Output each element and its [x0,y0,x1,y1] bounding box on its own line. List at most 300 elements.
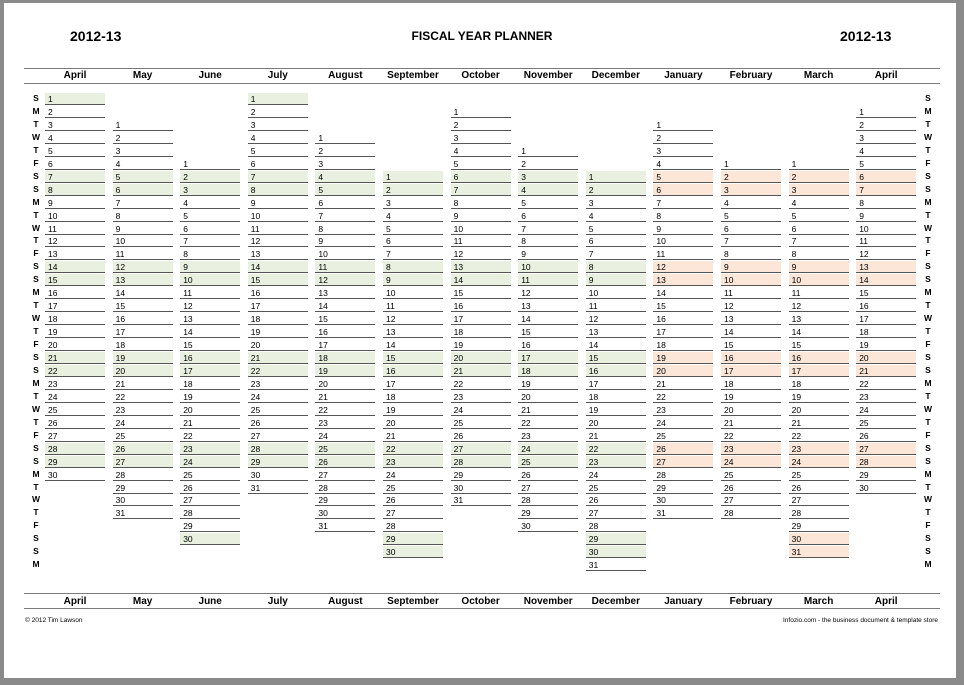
day-cell: 27 [113,456,173,468]
day-cell: 7 [586,248,646,260]
top-rule-1 [24,68,940,69]
day-cell: 2 [451,119,511,131]
day-cell: 24 [518,443,578,455]
weekday-label-right: S [925,274,931,285]
day-cell: 20 [113,365,173,377]
day-cell: 30 [315,507,375,519]
day-cell: 9 [180,261,240,273]
day-cell: 16 [180,352,240,364]
weekday-label-right: F [925,429,931,440]
day-cell: 21 [113,378,173,390]
day-cell: 12 [518,287,578,299]
day-cell: 21 [315,391,375,403]
day-cell: 21 [45,352,105,364]
day-cell: 29 [180,520,240,532]
day-cell: 27 [248,430,308,442]
month-header-top: September [387,70,439,81]
day-cell: 25 [180,469,240,481]
weekday-label-right: M [924,105,932,116]
weekday-label-right: M [924,287,932,298]
weekday-label-right: S [925,364,931,375]
day-cell: 16 [45,287,105,299]
day-cell: 6 [451,171,511,183]
day-cell: 28 [45,443,105,455]
day-cell: 13 [586,326,646,338]
day-cell: 28 [180,507,240,519]
weekday-label-right: T [925,209,931,220]
day-cell: 3 [180,184,240,196]
day-cell: 8 [789,248,849,260]
day-cell: 12 [315,274,375,286]
day-cell: 31 [586,559,646,571]
weekday-label-left: T [33,507,39,518]
day-cell: 16 [451,300,511,312]
day-cell: 13 [856,261,916,273]
day-cell: 20 [315,378,375,390]
day-cell: 11 [383,300,443,312]
day-cell: 17 [856,313,916,325]
day-cell: 19 [180,391,240,403]
day-cell: 24 [586,469,646,481]
day-cell: 19 [789,391,849,403]
month-header-bottom: June [198,596,222,607]
weekday-label-left: M [32,105,40,116]
day-cell: 28 [383,520,443,532]
day-cell: 23 [586,456,646,468]
day-cell: 4 [586,210,646,222]
day-cell: 16 [248,287,308,299]
day-cell: 1 [383,171,443,183]
weekday-label-right: T [925,144,931,155]
day-cell: 8 [113,210,173,222]
day-cell: 12 [451,248,511,260]
day-cell: 22 [586,443,646,455]
weekday-label-left: S [33,261,39,272]
day-cell: 25 [721,469,781,481]
day-cell: 11 [248,223,308,235]
day-cell: 6 [721,223,781,235]
day-cell: 8 [518,235,578,247]
day-cell: 3 [856,132,916,144]
day-cell: 3 [653,145,713,157]
day-cell: 20 [789,404,849,416]
day-cell: 27 [586,507,646,519]
day-cell: 30 [383,546,443,558]
day-cell: 9 [789,261,849,273]
day-cell: 18 [653,339,713,351]
day-cell: 31 [113,507,173,519]
day-cell: 26 [586,494,646,506]
weekday-label-left: F [33,429,39,440]
day-cell: 15 [856,287,916,299]
month-header-bottom: November [523,596,573,607]
day-cell: 1 [248,93,308,105]
day-cell: 10 [113,235,173,247]
day-cell: 22 [113,391,173,403]
day-cell: 4 [789,197,849,209]
month-header-bottom: January [664,596,703,607]
day-cell: 7 [248,171,308,183]
weekday-label-right: W [923,494,933,505]
day-cell: 18 [383,391,443,403]
day-cell: 4 [180,197,240,209]
day-cell: 6 [180,223,240,235]
day-cell: 3 [518,171,578,183]
day-cell: 9 [721,261,781,273]
weekday-label-left: F [33,339,39,350]
day-cell: 24 [315,430,375,442]
weekday-label-left: S [33,183,39,194]
day-cell: 22 [180,430,240,442]
day-cell: 10 [383,287,443,299]
day-cell: 21 [653,378,713,390]
month-header-top: October [461,70,500,81]
day-cell: 25 [586,482,646,494]
day-cell: 15 [113,300,173,312]
day-cell: 1 [789,158,849,170]
weekday-label-right: M [924,559,932,570]
day-cell: 29 [248,456,308,468]
day-cell: 23 [721,443,781,455]
day-cell: 2 [45,106,105,118]
day-cell: 5 [113,171,173,183]
day-cell: 8 [248,184,308,196]
day-cell: 15 [248,274,308,286]
weekday-label-left: T [33,481,39,492]
day-cell: 26 [518,469,578,481]
day-cell: 5 [518,197,578,209]
day-cell: 6 [248,158,308,170]
day-cell: 24 [721,456,781,468]
weekday-label-left: S [33,455,39,466]
weekday-label-right: T [925,326,931,337]
day-cell: 31 [248,482,308,494]
day-cell: 30 [586,546,646,558]
weekday-label-left: T [33,235,39,246]
day-cell: 27 [789,494,849,506]
month-header-top: May [132,70,153,81]
day-cell: 29 [383,533,443,545]
day-cell: 1 [45,93,105,105]
day-cell: 13 [315,287,375,299]
day-cell: 7 [721,235,781,247]
day-cell: 6 [518,210,578,222]
day-cell: 23 [113,404,173,416]
day-cell: 24 [789,456,849,468]
day-cell: 24 [451,404,511,416]
day-cell: 22 [383,443,443,455]
day-cell: 25 [383,482,443,494]
weekday-label-right: M [924,468,932,479]
month-header-top: April [63,70,87,81]
day-cell: 14 [451,274,511,286]
month-header-bottom: February [729,596,773,607]
day-cell: 4 [315,171,375,183]
day-cell: 5 [383,223,443,235]
day-cell: 22 [789,430,849,442]
day-cell: 10 [721,274,781,286]
weekday-label-left: T [33,300,39,311]
day-cell: 10 [518,261,578,273]
day-cell: 14 [383,339,443,351]
weekday-label-right: W [923,313,933,324]
day-cell: 3 [586,197,646,209]
footer-link[interactable]: Infozio.com - the business document & template store [783,617,938,624]
day-cell: 21 [789,417,849,429]
day-cell: 28 [315,482,375,494]
day-cell: 24 [653,417,713,429]
day-cell: 14 [518,313,578,325]
day-cell: 23 [315,417,375,429]
day-cell: 19 [248,326,308,338]
day-cell: 19 [721,391,781,403]
day-cell: 20 [721,404,781,416]
day-cell: 16 [653,313,713,325]
day-cell: 17 [383,378,443,390]
bottom-rule-1 [24,593,940,594]
day-cell: 11 [586,300,646,312]
day-cell: 29 [653,482,713,494]
month-header-top: February [729,70,773,81]
weekday-label-right: M [924,377,932,388]
day-cell: 22 [451,378,511,390]
weekday-label-left: T [33,209,39,220]
day-cell: 22 [653,391,713,403]
month-header-top: December [591,70,640,81]
day-cell: 21 [383,430,443,442]
day-cell: 15 [653,300,713,312]
weekday-label-right: F [925,248,931,259]
weekday-label-right: F [925,157,931,168]
day-cell: 30 [248,469,308,481]
day-cell: 22 [856,378,916,390]
day-cell: 18 [586,391,646,403]
day-cell: 31 [789,546,849,558]
weekday-label-left: T [33,144,39,155]
day-cell: 7 [653,197,713,209]
day-cell: 7 [789,235,849,247]
day-cell: 17 [248,300,308,312]
day-cell: 22 [721,430,781,442]
day-cell: 23 [789,443,849,455]
day-cell: 2 [180,171,240,183]
day-cell: 2 [248,106,308,118]
day-cell: 10 [451,223,511,235]
day-cell: 25 [653,430,713,442]
day-cell: 30 [113,494,173,506]
day-cell: 7 [518,223,578,235]
day-cell: 3 [789,184,849,196]
day-cell: 7 [180,235,240,247]
day-cell: 17 [315,339,375,351]
day-cell: 13 [383,326,443,338]
day-cell: 3 [383,197,443,209]
month-header-top: April [874,70,898,81]
day-cell: 13 [518,300,578,312]
weekday-label-left: W [31,222,41,233]
weekday-label-left: S [33,170,39,181]
day-cell: 25 [315,443,375,455]
day-cell: 29 [518,507,578,519]
day-cell: 4 [721,197,781,209]
day-cell: 8 [653,210,713,222]
weekday-label-left: T [33,326,39,337]
day-cell: 10 [653,235,713,247]
day-cell: 9 [45,197,105,209]
day-cell: 19 [113,352,173,364]
weekday-label-left: M [32,196,40,207]
weekday-label-right: S [925,261,931,272]
day-cell: 19 [45,326,105,338]
day-cell: 11 [180,287,240,299]
day-cell: 12 [248,235,308,247]
day-cell: 11 [113,248,173,260]
day-cell: 4 [856,145,916,157]
day-cell: 4 [383,210,443,222]
weekday-label-right: T [925,235,931,246]
day-cell: 9 [315,235,375,247]
day-cell: 24 [383,469,443,481]
day-cell: 1 [856,106,916,118]
weekday-label-right: T [925,300,931,311]
day-cell: 8 [856,197,916,209]
day-cell: 4 [451,145,511,157]
day-cell: 17 [789,365,849,377]
day-cell: 17 [451,313,511,325]
day-cell: 8 [45,184,105,196]
day-cell: 19 [383,404,443,416]
day-cell: 6 [45,158,105,170]
day-cell: 30 [653,494,713,506]
month-header-bottom: May [132,596,153,607]
month-header-bottom: October [461,596,500,607]
day-cell: 4 [45,132,105,144]
day-cell: 16 [518,339,578,351]
day-cell: 1 [721,158,781,170]
day-cell: 26 [653,443,713,455]
weekday-label-left: M [32,287,40,298]
day-cell: 16 [315,326,375,338]
day-cell: 18 [248,313,308,325]
day-cell: 12 [113,261,173,273]
month-header-bottom: April [63,596,87,607]
day-cell: 9 [113,223,173,235]
month-header-top: June [198,70,222,81]
day-cell: 2 [789,171,849,183]
day-cell: 14 [789,326,849,338]
day-cell: 30 [789,533,849,545]
day-cell: 25 [113,430,173,442]
day-cell: 13 [451,261,511,273]
day-cell: 8 [315,223,375,235]
month-header-top: August [328,70,363,81]
day-cell: 29 [113,482,173,494]
weekday-label-left: W [31,313,41,324]
weekday-label-left: W [31,403,41,414]
day-cell: 1 [586,171,646,183]
day-cell: 3 [451,132,511,144]
day-cell: 5 [45,145,105,157]
day-cell: 17 [653,326,713,338]
weekday-label-left: S [33,364,39,375]
day-cell: 6 [586,235,646,247]
day-cell: 16 [856,300,916,312]
day-cell: 25 [856,417,916,429]
weekday-label-left: M [32,559,40,570]
day-cell: 7 [113,197,173,209]
day-cell: 13 [248,248,308,260]
day-cell: 12 [180,300,240,312]
weekday-label-left: F [33,520,39,531]
day-cell: 6 [789,223,849,235]
day-cell: 6 [383,235,443,247]
day-cell: 15 [789,339,849,351]
day-cell: 29 [789,520,849,532]
day-cell: 1 [518,145,578,157]
day-cell: 27 [518,482,578,494]
day-cell: 24 [180,456,240,468]
day-cell: 7 [315,210,375,222]
weekday-label-left: S [33,533,39,544]
day-cell: 9 [653,223,713,235]
day-cell: 26 [789,482,849,494]
day-cell: 6 [653,184,713,196]
day-cell: 21 [248,352,308,364]
weekday-label-right: T [925,416,931,427]
day-cell: 21 [180,417,240,429]
day-cell: 3 [45,119,105,131]
day-cell: 24 [248,391,308,403]
month-header-bottom: March [803,596,834,607]
day-cell: 18 [518,365,578,377]
day-cell: 16 [113,313,173,325]
day-cell: 29 [315,494,375,506]
day-cell: 2 [315,145,375,157]
month-header-top: March [803,70,834,81]
weekday-label-right: F [925,339,931,350]
day-cell: 28 [653,469,713,481]
weekday-label-right: W [923,131,933,142]
day-cell: 27 [856,443,916,455]
day-cell: 15 [383,352,443,364]
day-cell: 27 [315,469,375,481]
day-cell: 14 [586,339,646,351]
day-cell: 11 [451,235,511,247]
weekday-label-right: S [925,442,931,453]
day-cell: 18 [451,326,511,338]
bottom-rule-2 [24,608,940,609]
month-header-top: July [267,70,288,81]
day-cell: 26 [315,456,375,468]
day-cell: 9 [248,197,308,209]
day-cell: 25 [518,456,578,468]
weekday-label-right: S [925,93,931,103]
day-cell: 29 [45,456,105,468]
day-cell: 31 [653,507,713,519]
year-right: 2012-13 [840,28,892,44]
day-cell: 3 [248,119,308,131]
day-cell: 23 [518,430,578,442]
day-cell: 13 [180,313,240,325]
day-cell: 26 [45,417,105,429]
day-cell: 9 [518,248,578,260]
day-cell: 23 [856,391,916,403]
day-cell: 29 [451,469,511,481]
day-cell: 1 [315,132,375,144]
day-cell: 5 [721,210,781,222]
day-cell: 3 [315,158,375,170]
day-cell: 13 [653,274,713,286]
